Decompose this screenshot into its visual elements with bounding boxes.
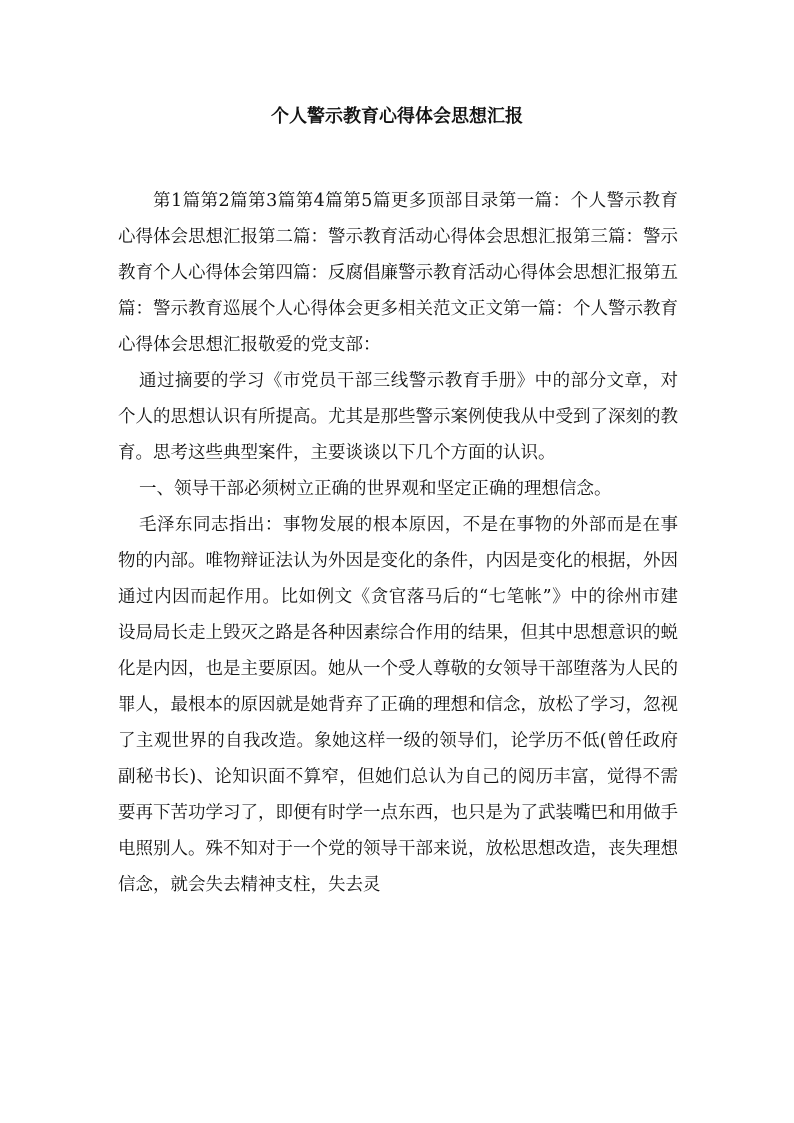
paragraph-introduction: 通过摘要的学习《市党员干部三线警示教育手册》中的部分文章，对个人的思想认识有所提高。尤其是那些警示案例使我从中受到了深刻的教育。思考这些典型案件，主要谈谈以下几个方面的认识。 [118, 371, 678, 463]
paragraph-analysis: 毛泽东同志指出：事物发展的根本原因，不是在事物的外部而是在事物的内部。唯物辩证法认为外因是变化的条件，内因是变化的根据，外因通过内因而起作用。比如例文《贪官落马后的“七笔帐”》中的徐州市建设局局长走上毁灭之路是各种因素综合作用的结果，但其中思想意识的蜕化是内因，也是主要原因。她从一个受人尊敬的女领导干部堕落为人民的罪人，最根本的原因就是她背弃了正确的理想和信念，放松了学习，忽视了主观世界的自我改造。象她这样一级的领导们，论学历不低(曾任政府副秘书长)、论知识面不算窄，但她们总认为自己的阅历丰富，觉得不需要再下苦功学习了，即便有时学一点东西，也只是为了武装嘴巴和用做手电照别人。殊不知对于一个党的领导干部来说，放松思想改造，丧失理想信念，就会失去精神支柱，失去灵 [118, 515, 678, 895]
paragraph-section-heading: 一、领导干部必须树立正确的世界观和坚定正确的理想信念。 [139, 479, 612, 499]
paragraph-table-of-contents: 第1篇第2篇第3篇第4篇第5篇更多顶部目录第一篇：个人警示教育心得体会思想汇报第二篇：警示教育活动心得体会思想汇报第三篇：警示教育个人心得体会第四篇：反腐倡廉警示教育活动心得体会思想汇报第五篇：警示教育巡展个人心得体会更多相关范文正文第一篇：个人警示教育心得体会思想汇报敬爱的党支部： [118, 191, 678, 355]
document-title: 个人警示教育心得体会思想汇报 [271, 106, 523, 127]
document-body [118, 183, 678, 903]
